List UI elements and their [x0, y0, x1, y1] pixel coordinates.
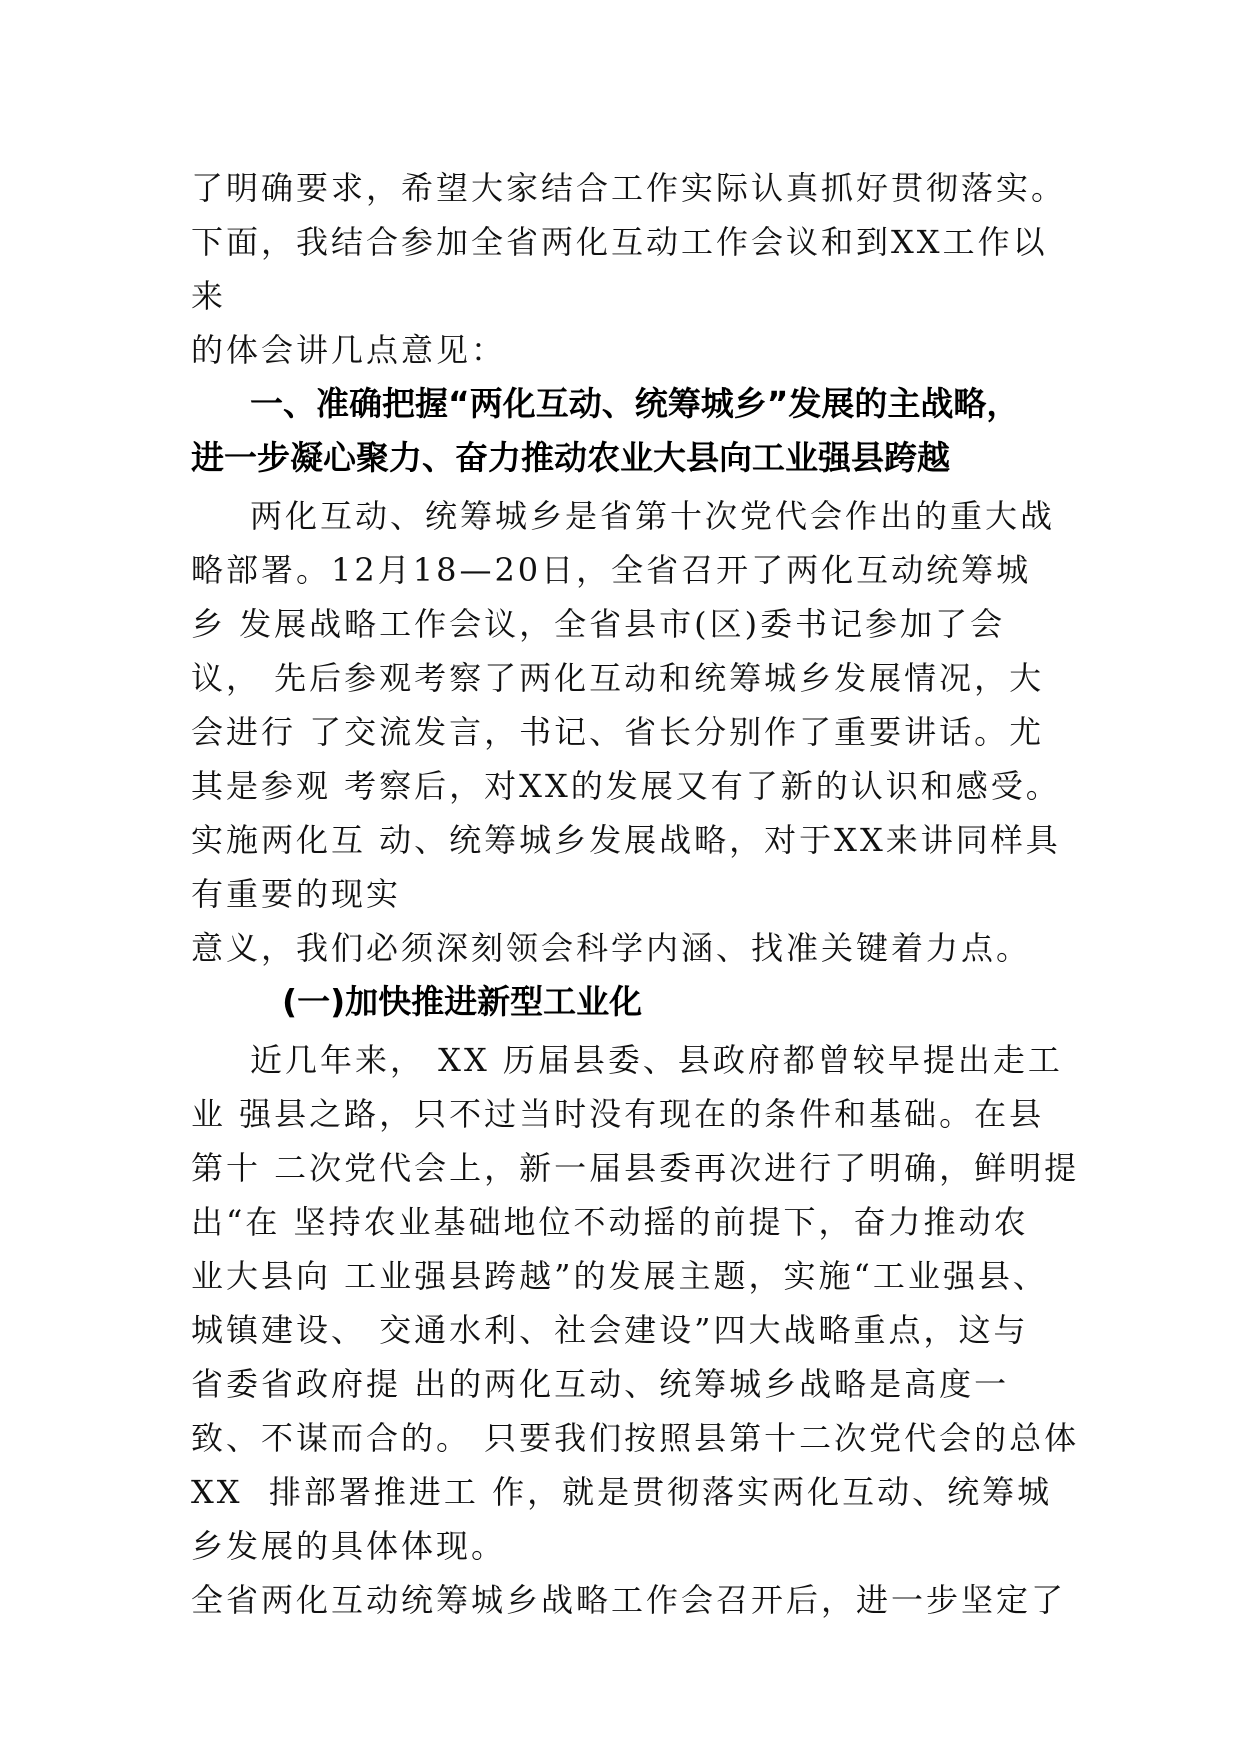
- subsection-heading: (一)加快推进新型工业化: [282, 982, 643, 1021]
- paragraph-line: 有重要的现实: [191, 875, 402, 913]
- paragraph-line: 出“在 坚持农业基础地位不动摇的前提下，奋力推动农: [191, 1203, 1029, 1241]
- body-text-line: 了明确要求，希望大家结合工作实际认真抓好贯彻落实。: [191, 169, 1067, 207]
- paragraph-line: 两化互动、统筹城乡是省第十次党代会作出的重大战: [250, 497, 1056, 535]
- paragraph-line: 省委省政府提 出的两化互动、统筹城乡战略是高度一: [191, 1365, 1010, 1403]
- paragraph-line: 近几年来， XX 历届县委、县政府都曾较早提出走工: [250, 1041, 1063, 1079]
- paragraph-line: 议， 先后参观考察了两化互动和统筹城乡发展情况，大: [191, 659, 1045, 697]
- body-text-line: 下面，我结合参加全省两化互动工作会议和到XX工作以: [191, 223, 1048, 261]
- body-text-line: 来: [191, 277, 227, 315]
- paragraph-line: 致、不谋而合的。 只要我们按照县第十二次党代会的总体: [191, 1419, 1080, 1457]
- paragraph-line: 乡 发展战略工作会议，全省县市(区)委书记参加了会: [191, 605, 1006, 643]
- paragraph-line: 实施两化互 动、统筹城乡发展战略，对于XX来讲同样具: [191, 821, 1061, 859]
- paragraph-line: 其是参观 考察后，对XX的发展又有了新的认识和感受。: [191, 767, 1061, 805]
- body-text-line: 的体会讲几点意见：: [191, 331, 507, 369]
- paragraph-line: XX 排部署推进工 作，就是贯彻落实两化互动、统筹城: [191, 1473, 1053, 1511]
- paragraph-line: 意义，我们必须深刻领会科学内涵、找准关键着力点。: [191, 929, 1032, 967]
- section-heading: 进一步凝心聚力、奋力推动农业大县向工业强县跨越: [191, 438, 950, 477]
- paragraph-line: 业 强县之路，只不过当时没有现在的条件和基础。在县: [191, 1095, 1045, 1133]
- paragraph-line: 乡发展的具体体现。: [191, 1527, 507, 1565]
- paragraph-line: 全省两化互动统筹城乡战略工作会召开后，进一步坚定了: [191, 1581, 1067, 1619]
- paragraph-line: 略部署。12月18—20日，全省召开了两化互动统筹城: [191, 551, 1032, 589]
- paragraph-line: 会进行 了交流发言，书记、省长分别作了重要讲话。尤: [191, 713, 1045, 751]
- section-heading: 一、准确把握“两化互动、统筹城乡”发展的主战略，: [250, 384, 1020, 423]
- paragraph-line: 第十 二次党代会上，新一届县委再次进行了明确，鲜明提: [191, 1149, 1080, 1187]
- paragraph-line: 业大县向 工业强县跨越”的发展主题，实施“工业强县、: [191, 1257, 1048, 1295]
- paragraph-line: 城镇建设、 交通水利、社会建设”四大战略重点，这与: [191, 1311, 1029, 1349]
